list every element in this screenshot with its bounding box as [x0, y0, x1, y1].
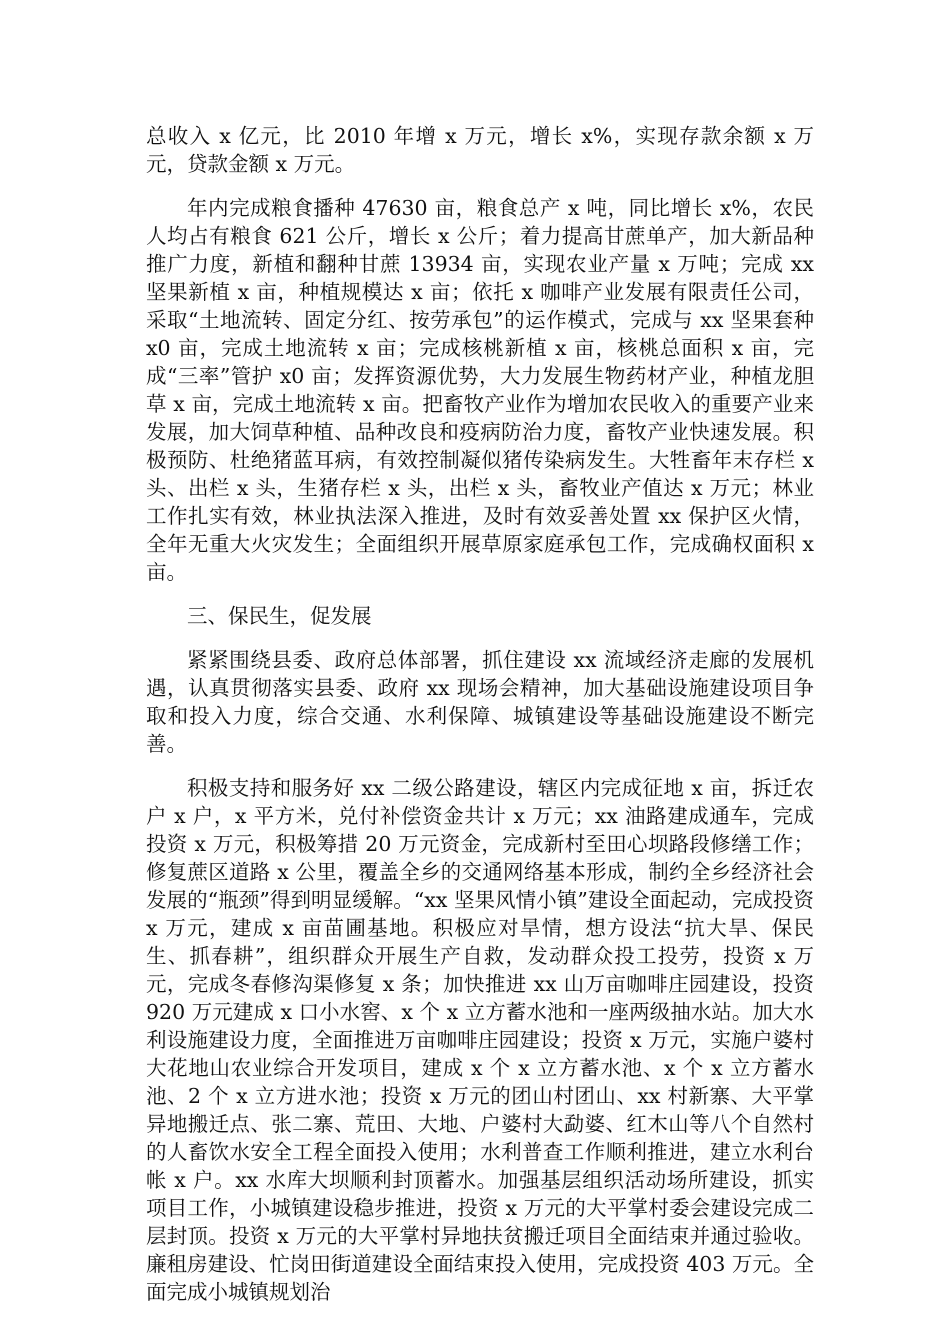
- paragraph-infrastructure-overview: 紧紧围绕县委、政府总体部署，抓住建设 xx 流域经济走廊的发展机遇，认真贯彻落实县委、政府 xx 现场会精神，加大基础设施建设项目争取和投入力度，综合交通、水利保障、城镇建设等基础设施建设不断完善。: [146, 648, 814, 756]
- paragraph-agriculture: 年内完成粮食播种 47630 亩，粮食总产 x 吨，同比增长 x%，农民人均占有粮食 621 公斤，增长 x 公斤；着力提高甘蔗单产，加大新品种推广力度，新植和翻种甘蔗 13934 亩，实现农业产量 x 万吨；完成 xx 坚果新植 x 亩，种植规模达 x 亩；依托 x 咖啡产业发展有限责任公司，采取“土地流转、固定分红、按劳承包”的运作模式，完成与 xx 坚果套种 x0 亩，完成土地流转 x 亩；完成核桃新植 x 亩，核桃总面积 x 亩，完成“三率”管护 x0 亩；发挥资源优势，大力发展生物药材产业，种植龙胆草 x 亩，完成土地流转 x 亩。把畜牧产业作为增加农民收入的重要产业来发展，加大饲草种植、品种改良和疫病防治力度，畜牧产业快速发展。积极预防、杜绝猪蓝耳病，有效控制凝似猪传染病发生。大牲畜年末存栏 x 头、出栏 x 头，生猪存栏 x 头，出栏 x 头，畜牧业产值达 x 万元；林业工作扎实有效，林业执法深入推进，及时有效妥善处置 xx 保护区火情，全年无重大火灾发生；全面组织开展草原家庭承包工作，完成确权面积 x 亩。: [146, 196, 814, 584]
- document-body: [146, 122, 814, 1322]
- paragraph-income: 总收入 x 亿元，比 2010 年增 x 万元，增长 x%，实现存款余额 x 万元，贷款金额 x 万元。: [146, 124, 814, 176]
- section-heading-livelihood: 三、保民生，促发展: [187, 604, 372, 628]
- paragraph-infrastructure-details: 积极支持和服务好 xx 二级公路建设，辖区内完成征地 x 亩，拆迁农户 x 户，x 平方米，兑付补偿资金共计 x 万元；xx 油路建成通车，完成投资 x 万元，积极筹措 20 万元资金，完成新村至田心坝路段修缮工作；修复蔗区道路 x 公里，覆盖全乡的交通网络基本形成，制约全乡经济社会发展的“瓶颈”得到明显缓解。“xx 坚果风情小镇”建设全面起动，完成投资 x 万元，建成 x 亩苗圃基地。积极应对旱情，想方设法“抗大旱、保民生、抓春耕”，组织群众开展生产自救，发动群众投工投劳，投资 x 万元，完成冬春修沟渠修复 x 条；加快推进 xx 山万亩咖啡庄园建设，投资 920 万元建成 x 口小水窖、x 个 x 立方蓄水池和一座两级抽水站。加大水利设施建设力度，全面推进万亩咖啡庄园建设；投资 x 万元，实施户婆村大花地山农业综合开发项目，建成 x 个 x 立方蓄水池、x 个 x 立方蓄水池、2 个 x 立方进水池；投资 x 万元的团山村团山、xx 村新寨、大平掌异地搬迁点、张二寨、荒田、大地、户婆村大勐婆、红木山等八个自然村的人畜饮水安全工程全面投入使用；水利普查工作顺利推进，建立水利台帐 x 户。xx 水库大坝顺利封顶蓄水。加强基层组织活动场所建设，抓实项目工作，小城镇建设稳步推进，投资 x 万元的大平掌村委会建设完成二层封顶。投资 x 万元的大平掌村异地扶贫搬迁项目全面结束并通过验收。廉租房建设、忙岗田街道建设全面结束投入使用，完成投资 403 万元。全面完成小城镇规划治: [146, 776, 814, 1304]
